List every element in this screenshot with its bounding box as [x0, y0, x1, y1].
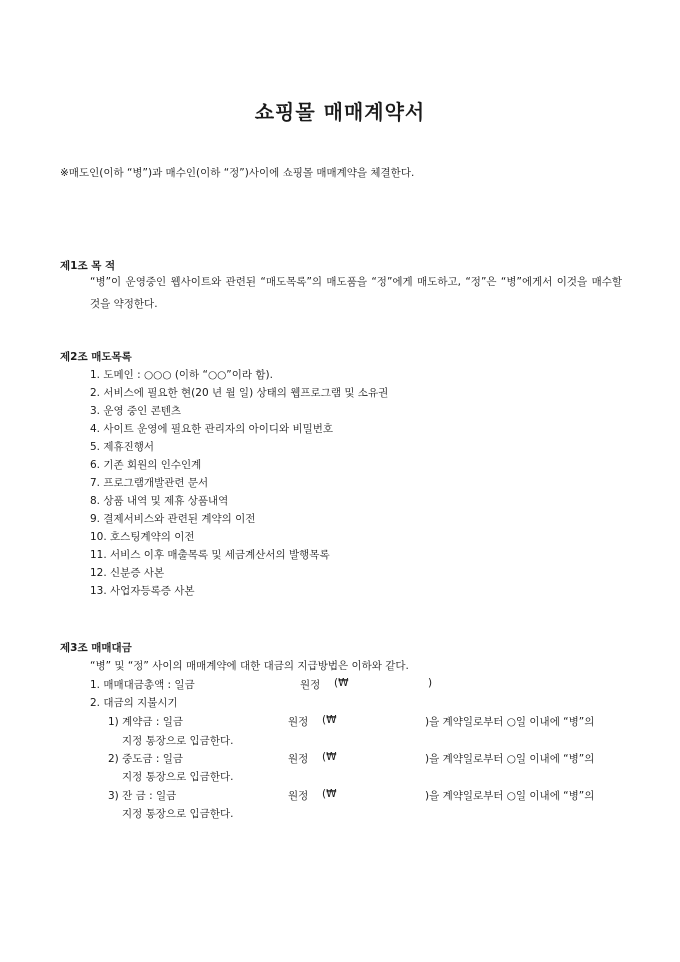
payment-label: 3) 잔 금 : 일금: [108, 790, 177, 802]
payment-paren-open: (₩: [322, 788, 337, 800]
document-title: 쇼핑몰 매매계약서: [254, 100, 426, 124]
list-item: 10. 호스팅계약의 이전: [90, 531, 195, 543]
payment-label: 2) 중도금 : 일금: [108, 753, 184, 765]
total-paren-open: (₩: [334, 677, 349, 689]
payment-won-label: 원정: [288, 753, 309, 765]
payment-won-label: 원정: [288, 716, 309, 728]
payment-continuation: 지정 통장으로 입금한다.: [122, 771, 234, 783]
intro-text: ※매도인(이하 “병”)과 매수인(이하 “정”)사이에 쇼핑몰 매매계약을 체결한다.: [60, 167, 415, 179]
payment-tail: )을 계약일로부터 ○일 이내에 “병”의: [425, 716, 595, 728]
list-item: 7. 프로그램개발관련 문서: [90, 477, 209, 489]
list-item: 11. 서비스 이후 매출목록 및 세금계산서의 발행목록: [90, 549, 330, 561]
list-item: 5. 제휴진행서: [90, 441, 155, 453]
payment-won-label: 원정: [288, 790, 309, 802]
list-item: 8. 상품 내역 및 제휴 상품내역: [90, 495, 229, 507]
list-item: 9. 결제서비스와 관련된 계약의 이전: [90, 513, 256, 525]
payment-paren-open: (₩: [322, 714, 337, 726]
list-item: 4. 사이트 운영에 필요한 관리자의 아이디와 비밀번호: [90, 423, 334, 435]
payment-continuation: 지정 통장으로 입금한다.: [122, 735, 234, 747]
payment-continuation: 지정 통장으로 입금한다.: [122, 808, 234, 820]
article1-heading: 제1조 목 적: [60, 260, 116, 272]
schedule-label: 2. 대금의 지불시기: [90, 697, 178, 709]
list-item: 3. 운영 중인 콘텐츠: [90, 405, 182, 417]
article2-heading: 제2조 매도목록: [60, 351, 132, 363]
article3-intro: “병” 및 “정” 사이의 매매계약에 대한 대금의 지급방법은 이하와 같다.: [90, 660, 409, 672]
total-won-label: 원정: [300, 679, 321, 691]
total-paren-close: ): [428, 677, 433, 689]
list-item: 13. 사업자등록증 사본: [90, 585, 195, 597]
article1-body: “병”이 운영중인 웹사이트와 관련된 “매도목록”의 매도품을 “정”에게 매도하고, “정”은 “병”에게서 이것을 매수할 것을 약정한다.: [90, 276, 622, 310]
list-item: 1. 도메인 : ○○○ (이하 “○○”이라 함).: [90, 369, 273, 381]
total-price-label: 1. 매매대금총액 : 일금: [90, 679, 195, 691]
payment-paren-open: (₩: [322, 751, 337, 763]
payment-tail: )을 계약일로부터 ○일 이내에 “병”의: [425, 790, 595, 802]
payment-label: 1) 계약금 : 일금: [108, 716, 184, 728]
list-item: 2. 서비스에 필요한 현(20 년 월 일) 상태의 웹프로그램 및 소유권: [90, 387, 389, 399]
article3-heading: 제3조 매매대금: [60, 642, 132, 654]
payment-tail: )을 계약일로부터 ○일 이내에 “병”의: [425, 753, 595, 765]
list-item: 12. 신분증 사본: [90, 567, 165, 579]
list-item: 6. 기존 회원의 인수인계: [90, 459, 202, 471]
